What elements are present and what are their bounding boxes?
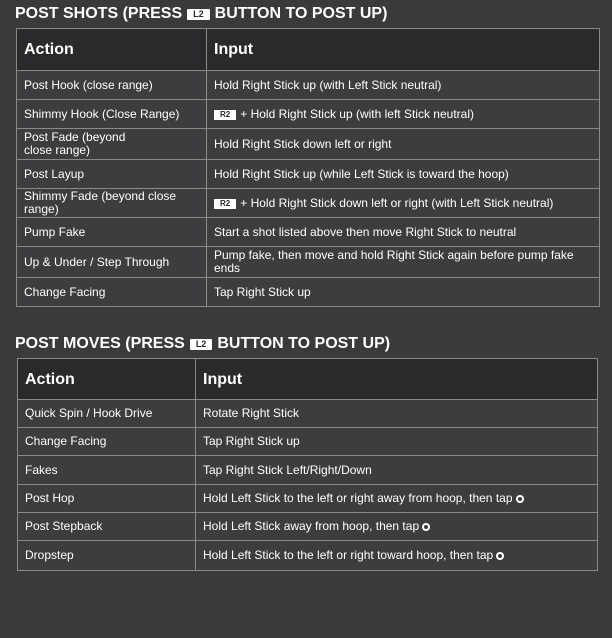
action-cell: Change Facing — [17, 278, 207, 307]
action-cell: Post Layup — [17, 160, 207, 189]
input-cell: Tap Right Stick Left/Right/Down — [196, 456, 598, 485]
r2-button-icon: R2 — [214, 110, 236, 120]
input-cell: Tap Right Stick up — [207, 278, 600, 307]
post-shots-title — [15, 5, 387, 23]
action-cell: Post Stepback — [18, 513, 196, 541]
table-row — [17, 278, 600, 307]
action-cell: Up & Under / Step Through — [17, 247, 207, 278]
input-text: Hold Left Stick to the left or right away from hoop, then tap — [203, 491, 513, 505]
l2-button-icon: L2 — [190, 339, 213, 350]
header-action: Action — [18, 359, 196, 400]
input-cell: Start a shot listed above then move Right Stick to neutral — [207, 218, 600, 247]
l2-button-icon: L2 — [187, 9, 210, 20]
table-row — [17, 100, 600, 129]
table-row — [18, 485, 598, 513]
r2-button-icon: R2 — [214, 199, 236, 209]
table-row — [17, 189, 600, 218]
input-cell: Hold Right Stick down left or right — [207, 129, 600, 160]
input-cell — [207, 189, 600, 218]
action-cell: Dropstep — [18, 541, 196, 571]
post-moves-title-post: BUTTON TO POST UP) — [217, 335, 391, 352]
action-cell: Shimmy Hook (Close Range) — [17, 100, 207, 129]
table-row — [17, 247, 600, 278]
post-moves-title — [15, 335, 390, 353]
action-cell: Pump Fake — [17, 218, 207, 247]
input-cell — [196, 485, 598, 513]
table-row — [17, 218, 600, 247]
input-cell — [196, 541, 598, 571]
input-cell: Hold Right Stick up (while Left Stick is toward the hoop) — [207, 160, 600, 189]
input-text: + Hold Right Stick down left or right (with Left Stick neutral) — [240, 195, 554, 210]
input-text: + Hold Right Stick up (with left Stick neutral) — [240, 106, 474, 121]
table-header-row — [18, 359, 598, 400]
table-row — [18, 456, 598, 485]
action-cell: Post Hook (close range) — [17, 71, 207, 100]
table-header-row — [17, 29, 600, 71]
circle-button-icon — [516, 495, 524, 503]
action-cell: Post Fade (beyond close range) — [17, 129, 207, 160]
header-input: Input — [196, 359, 598, 400]
table-row — [17, 71, 600, 100]
header-action: Action — [17, 29, 207, 71]
input-cell: Tap Right Stick up — [196, 428, 598, 456]
input-cell: Pump fake, then move and hold Right Stick again before pump fake ends — [207, 247, 600, 278]
table-row — [18, 428, 598, 456]
input-text: Hold Left Stick to the left or right toward hoop, then tap — [203, 548, 494, 562]
post-moves-table — [17, 358, 598, 571]
post-shots-title-post: BUTTON TO POST UP) — [214, 5, 388, 22]
post-shots-table — [16, 28, 600, 307]
table-row — [17, 160, 600, 189]
action-cell: Change Facing — [18, 428, 196, 456]
action-cell: Shimmy Fade (beyond close range) — [17, 189, 207, 218]
post-moves-title-pre: POST MOVES (PRESS — [15, 335, 185, 352]
input-cell: Rotate Right Stick — [196, 400, 598, 428]
circle-button-icon — [422, 523, 430, 531]
table-row — [17, 129, 600, 160]
input-cell — [196, 513, 598, 541]
input-cell — [207, 100, 600, 129]
table-row — [18, 541, 598, 571]
action-cell: Fakes — [18, 456, 196, 485]
circle-button-icon — [496, 552, 504, 560]
input-cell: Hold Right Stick up (with Left Stick neutral) — [207, 71, 600, 100]
action-cell: Quick Spin / Hook Drive — [18, 400, 196, 428]
table-row — [18, 513, 598, 541]
post-shots-title-pre: POST SHOTS (PRESS — [15, 5, 183, 22]
table-row — [18, 400, 598, 428]
header-input: Input — [207, 29, 600, 71]
action-cell: Post Hop — [18, 485, 196, 513]
input-text: Hold Left Stick away from hoop, then tap — [203, 519, 420, 533]
